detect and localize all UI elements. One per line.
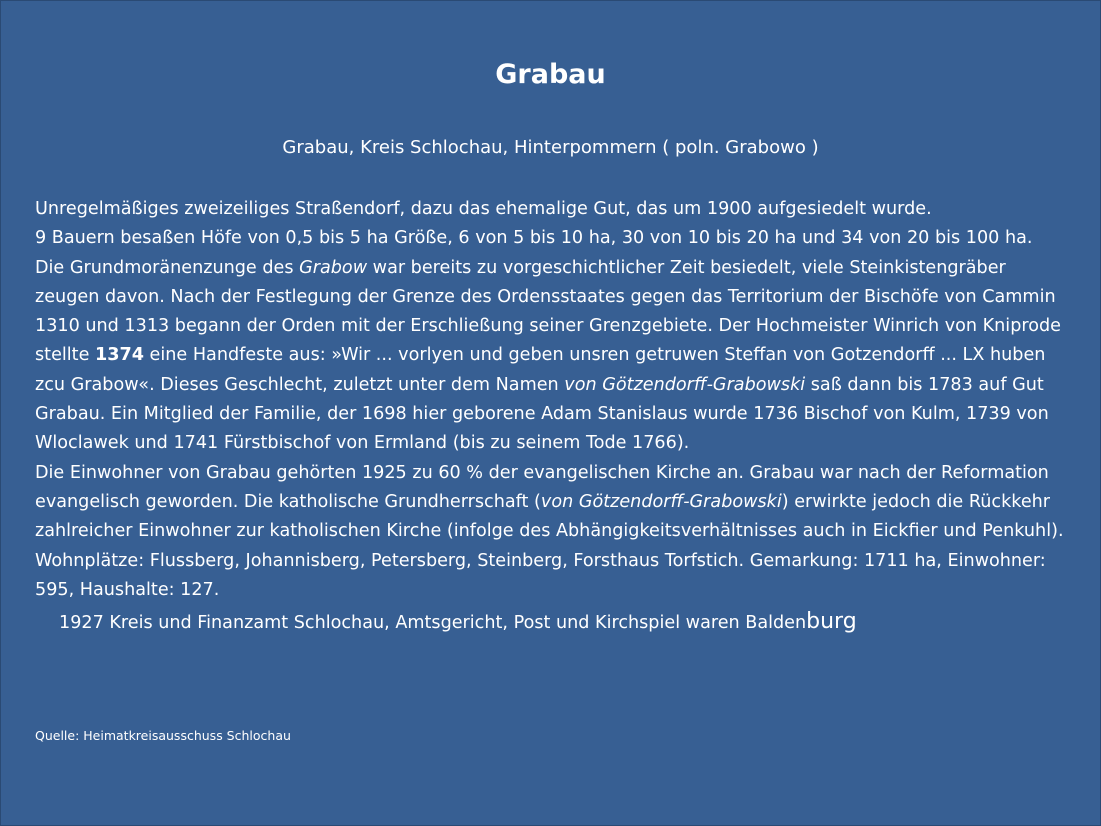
- administration-text: 1927 Kreis und Finanzamt Schlochau, Amtsgericht, Post und Kirchspiel waren Balden: [59, 613, 807, 634]
- slide-subtitle: Grabau, Kreis Schlochau, Hinterpommern ( poln. Grabowo ): [282, 137, 819, 158]
- paragraph-village-description: Unregelmäßiges zweizeiliges Straßendorf, dazu das ehemalige Gut, das um 1900 aufgesiedelt wurde.: [35, 199, 932, 219]
- history-text-3: eine Handfeste aus: »Wir ... vorlyen und geben unsren getruwen Steffan von Gotzendorff ... LX huben zcu Grabow«. Dieses Geschlecht, zuletzt unter dem Namen: [35, 345, 1046, 395]
- administration-text-tail: burg: [806, 609, 857, 635]
- religion-text-2: ) erwirkte jedoch die Rückkehr zahlreicher Einwohner zur katholischen Kirche (infolge des Abhängigkeitsverhältnisses auch in Eickfier und Penkuhl). Wohnplätze: Flussberg, Johannisberg, Petersberg, Steinberg, Forsthaus Torfstich. Gemarkung: 1711 ha, Einwohner: 595, Haushalte: 127.: [35, 491, 1064, 600]
- history-bold-year: 1374: [94, 345, 144, 366]
- history-italic-family: von Götzendorff-Grabowski: [564, 374, 806, 395]
- history-text-2: war bereits zu vorgeschichtlicher Zeit besiedelt, viele Steinkistengräber zeugen davon. Nach der Festlegung der Grenze des Ordensstaates gegen das Territorium der Bischöfe von Cammin 1310 und 1313 begann der Orden mit der Erschließung seiner Grenzgebiete. Der Hochmeister Winrich von Kniprode stellte: [35, 257, 1061, 366]
- paragraph-religion: [35, 459, 1075, 605]
- history-italic-grabow: Grabow: [299, 257, 368, 278]
- source-credit: Quelle: Heimatkreisausschuss Schlochau: [35, 728, 291, 743]
- body-text: [35, 195, 1075, 638]
- paragraph-farm-sizes: 9 Bauern besaßen Höfe von 0,5 bis 5 ha Größe, 6 von 5 bis 10 ha, 30 von 10 bis 20 ha und 34 von 20 bis 100 ha.: [35, 228, 1033, 249]
- paragraph-history: [35, 254, 1075, 459]
- history-text-1: Die Grundmoränenzunge des: [35, 257, 300, 278]
- religion-italic-family: von Götzendorff-Grabowski: [540, 491, 782, 512]
- religion-text-1: Die Einwohner von Grabau gehörten 1925 zu 60 % der evangelischen Kirche an. Grabau war nach der Reformation evangelisch geworden. Die katholische Grundherrschaft (: [35, 462, 1049, 512]
- history-text-4: saß dann bis 1783 auf Gut Grabau. Ein Mitglied der Familie, der 1698 hier geborene Adam Stanislaus wurde 1736 Bischof von Kulm, 1739 von Wloclawek und 1741 Fürstbischof von Ermland (bis zu seinem Tode 1766).: [35, 374, 1049, 454]
- paragraph-administration: [35, 607, 1075, 638]
- slide-title: Grabau: [495, 59, 606, 90]
